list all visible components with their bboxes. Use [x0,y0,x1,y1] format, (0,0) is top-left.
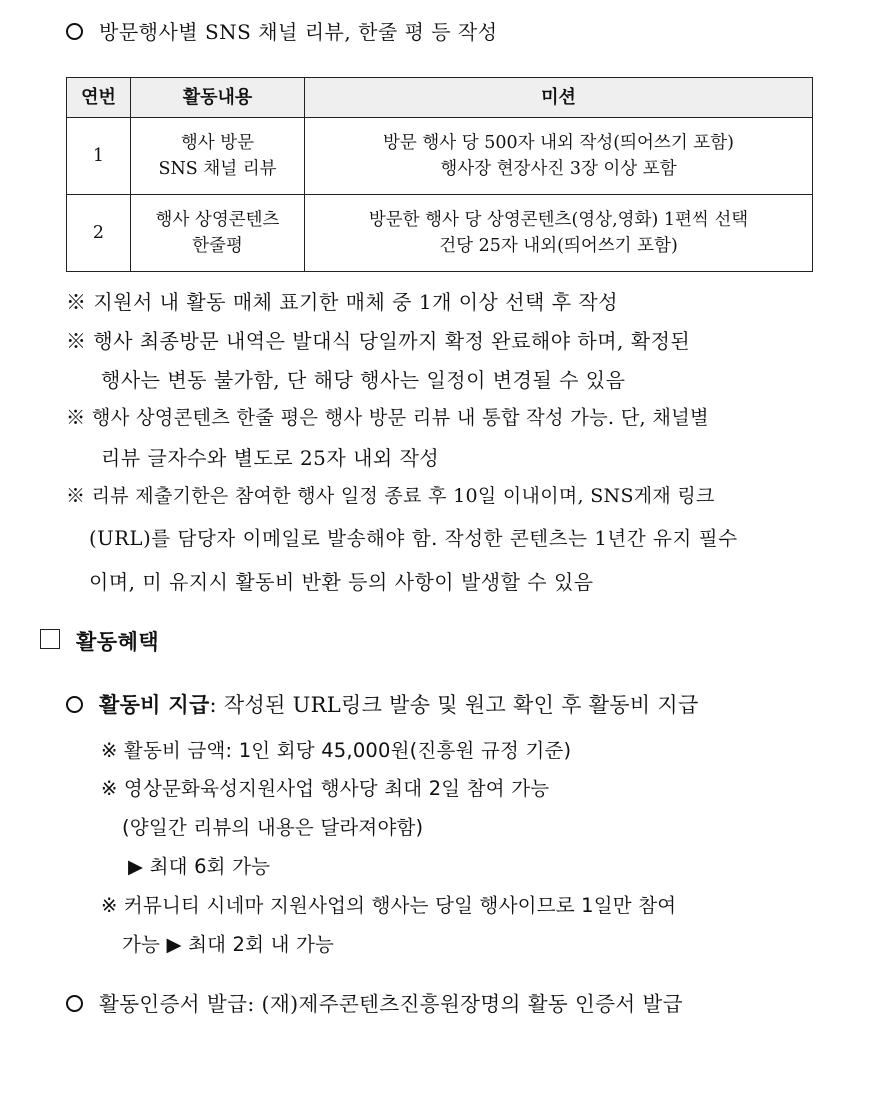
circle-bullet-icon [66,995,83,1012]
note-line: 이며, 미 유지시 활동비 반환 등의 사항이 발생할 수 있음 [89,570,594,594]
header-activity: 활동내용 [131,78,305,118]
note-line: ※ 행사 상영콘텐츠 한줄 평은 행사 방문 리뷰 내 통합 작성 가능. 단, 채널별 [66,406,709,429]
table-row [67,118,813,195]
note-line: (URL)를 담당자 이메일로 발송해야 함. 작성한 콘텐츠는 1년간 유지 필수 [89,527,738,550]
section-checkbox-icon [40,629,60,649]
note-line: ※ 행사 최종방문 내역은 발대식 당일까지 확정 완료해야 하며, 확정된 [66,329,691,353]
row-activity-line: 행사 상영콘텐츠 [155,210,280,230]
header-no: 연번 [67,78,131,118]
note-line: ※ 지원서 내 활동 매체 표기한 매체 중 1개 이상 선택 후 작성 [66,290,619,314]
table-row [67,195,813,272]
row-activity [131,195,305,272]
benefit-line: ▶ 최대 6회 가능 [128,855,271,878]
row-no: 1 [67,118,131,195]
note-line: ※ 리뷰 제출기한은 참여한 행사 일정 종료 후 10일 이내이며, SNS게재 링크 [66,485,715,507]
row-activity [131,118,305,195]
benefit2-line [66,987,683,1017]
circle-bullet-icon [66,23,83,40]
row-activity-line: SNS 채널 리뷰 [158,159,277,179]
row-mission [305,195,813,272]
benefit-line: (양일간 리뷰의 내용은 달라져야함) [122,816,424,839]
top-bullet-text: 방문행사별 SNS 채널 리뷰, 한줄 평 등 작성 [99,20,498,44]
row-no: 2 [67,195,131,272]
row-mission [305,118,813,195]
circle-bullet-icon [66,696,83,713]
header-mission: 미션 [305,78,813,118]
benefit-line: 가능 ▶ 최대 2회 내 가능 [122,933,335,956]
note-line: 행사는 변동 불가함, 단 해당 행사는 일정이 변경될 수 있음 [101,368,626,392]
mission-table [66,77,813,272]
benefit1-text: : 작성된 URL링크 발송 및 원고 확인 후 활동비 지급 [209,693,699,717]
table-header-row [67,78,813,118]
row-activity-line: 한줄평 [192,236,243,256]
row-activity-line: 행사 방문 [180,133,255,153]
benefit-line: ※ 커뮤니티 시네마 지원사업의 행사는 당일 행사이므로 1일만 참여 [101,894,677,917]
note-line: 리뷰 글자수와 별도로 25자 내외 작성 [101,446,440,470]
benefit1-line [66,689,699,719]
benefit1-label: 활동비 지급 [99,692,210,717]
row-mission-line: 방문 행사 당 500자 내외 작성(띄어쓰기 포함) [383,133,734,153]
row-mission-line: 방문한 행사 당 상영콘텐츠(영상,영화) 1편씩 선택 [368,210,749,230]
row-mission-line: 행사장 현장사진 3장 이상 포함 [440,159,677,179]
section-title: 활동혜택 [76,629,160,654]
benefit-line: ※ 활동비 금액: 1인 회당 45,000원(진흥원 규정 기준) [101,739,572,762]
benefit2-text: 활동인증서 발급: (재)제주콘텐츠진흥원장명의 활동 인증서 발급 [99,992,683,1016]
row-mission-line: 건당 25자 내외(띄어쓰기 포함) [439,236,678,256]
top-bullet [66,16,498,45]
benefit-line: ※ 영상문화육성지원사업 행사당 최대 2일 참여 가능 [101,777,550,800]
